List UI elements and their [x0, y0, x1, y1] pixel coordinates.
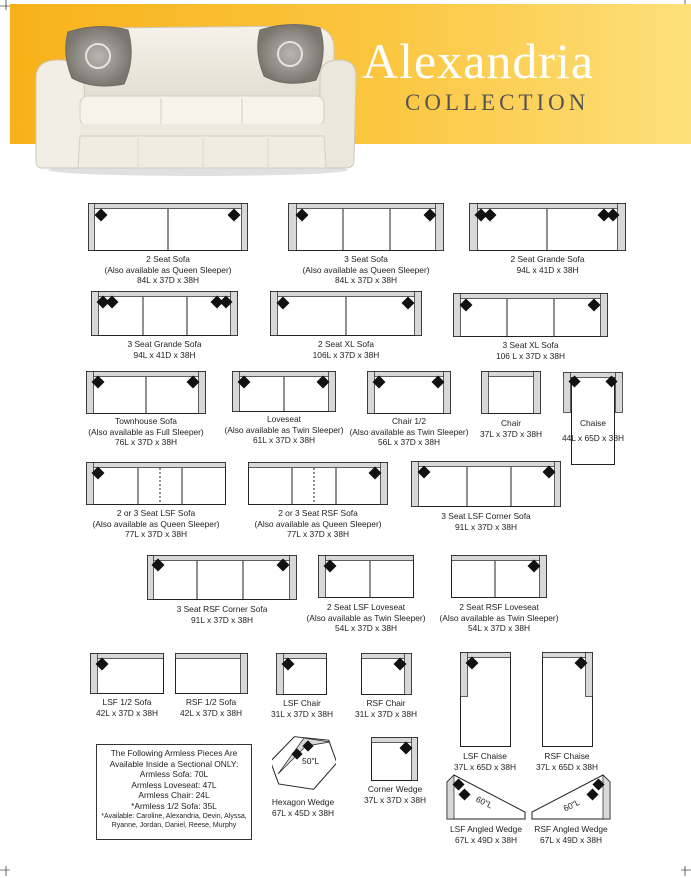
sofa-photo: [28, 18, 358, 178]
caption-rsf-chair: RSF Chair 31L x 37D x 38H: [354, 698, 418, 719]
caption-3-seat-grande-sofa: 3 Seat Grande Sofa 94L x 41D x 38H: [127, 339, 202, 360]
caption-chaise-name: Chaise: [579, 418, 607, 428]
sofa-diagram-3-seat: [288, 203, 444, 251]
brand-title: Alexandria: [362, 33, 595, 89]
sofa-diagram-lsf-corner: [411, 461, 561, 507]
caption-chaise-dims: 44L x 65D x 38H: [561, 433, 625, 443]
brand-subtitle: COLLECTION: [405, 90, 590, 115]
sofa-diagram-hexagon-wedge: [272, 734, 336, 792]
sofa-diagram-loveseat: [232, 371, 336, 412]
sofa-diagram-rsf-chaise: [542, 652, 593, 747]
caption-3-seat-xl-sofa: 3 Seat XL Sofa 106 L x 37D x 38H: [495, 340, 566, 361]
sofa-diagram-2-seat-xl: [270, 291, 422, 336]
caption-rsf-angled-wedge: RSF Angled Wedge 67L x 49D x 38H: [534, 824, 608, 845]
sofa-diagram-rsf-sofa: [248, 462, 388, 505]
caption-2-seat-sofa: 2 Seat Sofa (Also available as Queen Sleeper) 84L x 37D x 38H: [104, 254, 232, 286]
sofa-diagram-lsf-half: [90, 653, 164, 694]
caption-lsf-sofa: 2 or 3 Seat LSF Sofa (Also available as Queen Sleeper) 77L x 37D x 38H: [92, 508, 220, 540]
caption-rsf-half-sofa: RSF 1/2 Sofa 42L x 37D x 38H: [179, 697, 243, 718]
caption-chair: Chair 37L x 37D x 38H: [479, 418, 543, 439]
caption-rsf-sofa: 2 or 3 Seat RSF Sofa (Also available as Queen Sleeper) 77L x 37D x 38H: [254, 508, 382, 540]
sofa-diagram-3-seat-xl: [453, 293, 608, 337]
sofa-diagram-2-seat-grande: [469, 203, 626, 251]
sofa-diagram-lsf-chair: [276, 653, 327, 695]
caption-loveseat: Loveseat (Also available as Twin Sleeper) 61L x 37D x 38H: [224, 414, 344, 446]
sofa-diagram-rsf-chair: [361, 653, 412, 695]
armless-pieces-note: The Following Armless Pieces Are Available Inside a Sectional ONLY: Armless Sofa: 70L Armless Loveseat: 47L Armless Chair: 24L *Armless 1/2 Sofa: 35L *Available: Caroline, Alexandria, Devin, Alyssa, Ryanne, Jordan, Daniel, Reese, Murphy: [96, 744, 252, 840]
caption-2-seat-grande-sofa: 2 Seat Grande Sofa 94L x 41D x 38H: [510, 254, 585, 275]
sofa-diagram-rsf-half: [175, 653, 248, 694]
caption-chair-half: Chair 1/2 (Also available as Twin Sleeper) 56L x 37D x 38H: [349, 416, 469, 448]
wedge-length-label: 60"L: [561, 796, 582, 814]
caption-rsf-chaise: RSF Chaise 37L x 65D x 38H: [535, 751, 599, 772]
sofa-diagram-townhouse: [86, 371, 206, 414]
caption-lsf-loveseat: 2 Seat LSF Loveseat (Also available as Twin Sleeper) 54L x 37D x 38H: [306, 602, 426, 634]
sofa-diagram-rsf-corner: [147, 555, 297, 600]
sofa-diagram-lsf-loveseat: [318, 555, 414, 598]
sofa-diagram-corner-wedge: [371, 737, 418, 781]
wedge-length-label: 60"L: [474, 793, 495, 811]
caption-lsf-angled-wedge: LSF Angled Wedge 67L x 49D x 38H: [449, 824, 522, 845]
caption-corner-wedge: Corner Wedge 37L x 37D x 38H: [363, 784, 427, 805]
caption-townhouse-sofa: Townhouse Sofa (Also available as Full Sleeper) 76L x 37D x 38H: [88, 416, 204, 448]
sofa-diagram-chair-half: [367, 371, 451, 414]
sofa-diagram-rsf-loveseat: [451, 555, 547, 598]
caption-lsf-corner-sofa: 3 Seat LSF Corner Sofa 91L x 37D x 38H: [441, 511, 531, 532]
caption-lsf-chair: LSF Chair 31L x 37D x 38H: [270, 698, 334, 719]
crop-mark-bottom-right: [681, 866, 691, 876]
caption-lsf-chaise: LSF Chaise 37L x 65D x 38H: [453, 751, 517, 772]
sofa-diagram-lsf-angled-wedge: [446, 774, 526, 820]
sofa-diagram-lsf-chaise: [460, 652, 511, 747]
wedge-length-label: 50"L: [302, 756, 320, 766]
caption-rsf-loveseat: 2 Seat RSF Loveseat (Also available as Twin Sleeper) 54L x 37D x 38H: [439, 602, 559, 634]
caption-rsf-corner-sofa: 3 Seat RSF Corner Sofa 91L x 37D x 38H: [176, 604, 268, 625]
caption-3-seat-sofa: 3 Seat Sofa (Also available as Queen Sleeper) 84L x 37D x 38H: [302, 254, 430, 286]
caption-lsf-half-sofa: LSF 1/2 Sofa 42L x 37D x 38H: [95, 697, 159, 718]
sofa-diagram-lsf-sofa: [86, 462, 226, 505]
sofa-diagram-chair: [481, 371, 541, 414]
crop-mark-bottom-left: [0, 866, 10, 876]
caption-2-seat-xl-sofa: 2 Seat XL Sofa 106L x 37D x 38H: [312, 339, 380, 360]
sofa-diagram-3-seat-grande: [91, 291, 238, 336]
crop-mark-top-left: [0, 0, 10, 10]
sofa-diagram-2-seat: [88, 203, 248, 251]
caption-hexagon-wedge: Hexagon Wedge 67L x 45D x 38H: [271, 797, 335, 818]
sofa-diagram-rsf-angled-wedge: [531, 774, 611, 820]
